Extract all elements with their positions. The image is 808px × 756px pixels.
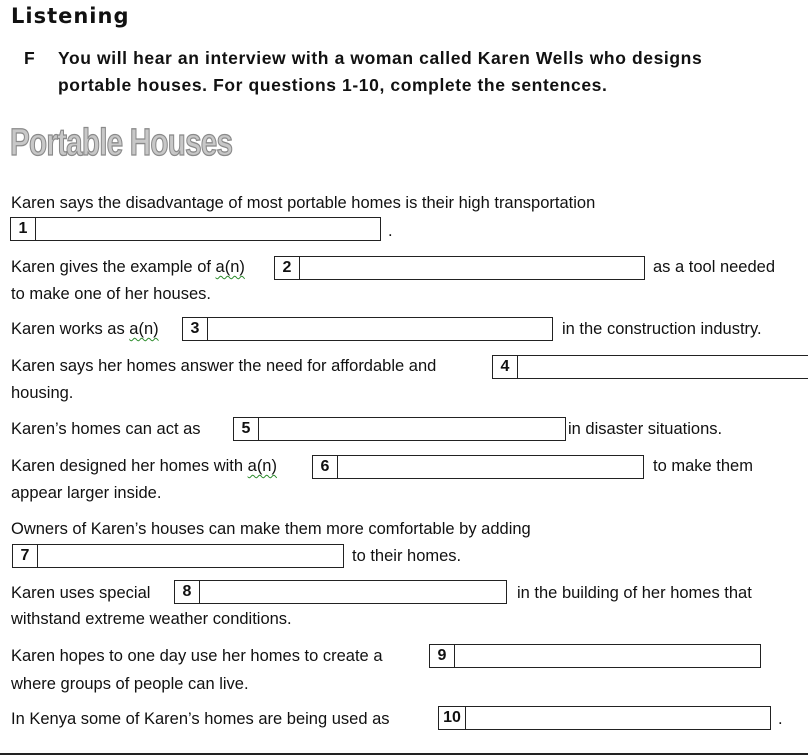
article: a(n): [215, 258, 245, 276]
question-number: 2: [275, 257, 300, 279]
question-number: 8: [175, 581, 200, 603]
section-title: Listening: [11, 4, 130, 28]
worksheet-title: Portable Houses: [10, 122, 233, 164]
question-1-after: .: [388, 222, 393, 240]
question-5-after: in disaster situations.: [568, 420, 723, 438]
answer-box-2[interactable]: [274, 256, 645, 280]
question-6-after: to make them: [653, 457, 753, 475]
question-number: 4: [493, 356, 518, 378]
task-instruction-line1: You will hear an interview with a woman called Karen Wells who designs: [58, 48, 703, 68]
article: a(n): [247, 457, 277, 475]
task-instruction-line2: portable houses. For questions 1-10, complete the sentences.: [58, 75, 608, 95]
question-10-after: .: [778, 710, 783, 728]
question-10-text: In Kenya some of Karen’s homes are being used as: [11, 710, 390, 728]
answer-box-6[interactable]: [312, 455, 644, 479]
text-before: Karen designed her homes with: [11, 457, 248, 475]
question-1-text: Karen says the disadvantage of most portable homes is their high transportation: [11, 194, 596, 212]
question-5-text: Karen’s homes can act as: [11, 420, 201, 438]
article: a(n): [129, 320, 159, 338]
question-4-line2: housing.: [11, 384, 74, 402]
answer-input-7[interactable]: [38, 545, 343, 567]
answer-input-6[interactable]: [338, 456, 643, 478]
answer-input-1[interactable]: [36, 218, 380, 240]
answer-box-7[interactable]: [12, 544, 344, 568]
question-3-after: in the construction industry.: [562, 320, 762, 338]
question-2-after: as a tool needed: [653, 258, 776, 276]
answer-input-9[interactable]: [455, 645, 760, 667]
question-6-text: [11, 456, 277, 476]
answer-box-4[interactable]: [492, 355, 808, 379]
answer-input-5[interactable]: [259, 418, 565, 440]
page-bottom-rule: [0, 753, 808, 755]
question-7-text: Owners of Karen’s houses can make them more comfortable by adding: [11, 520, 531, 538]
text-before: Karen works as: [11, 320, 130, 338]
question-2-text: [11, 257, 245, 277]
question-9-line2: where groups of people can live.: [11, 675, 249, 693]
question-number: 3: [183, 318, 208, 340]
question-8-line2: withstand extreme weather conditions.: [11, 610, 292, 628]
question-2-line2: to make one of her houses.: [11, 285, 211, 303]
question-number: 5: [234, 418, 259, 440]
answer-input-10[interactable]: [466, 707, 770, 729]
question-7-after: to their homes.: [352, 547, 462, 565]
answer-box-5[interactable]: [233, 417, 566, 441]
answer-box-8[interactable]: [174, 580, 507, 604]
question-4-text: Karen says her homes answer the need for affordable and: [11, 357, 437, 375]
answer-input-4[interactable]: [518, 356, 808, 378]
answer-box-1[interactable]: [10, 217, 381, 241]
answer-input-8[interactable]: [200, 581, 506, 603]
question-8-text: Karen uses special: [11, 584, 151, 602]
question-6-line2: appear larger inside.: [11, 484, 162, 502]
question-number: 6: [313, 456, 338, 478]
question-number: 10: [439, 707, 466, 729]
answer-input-3[interactable]: [208, 318, 552, 340]
text-before: Karen gives the example of: [11, 258, 216, 276]
answer-input-2[interactable]: [300, 257, 644, 279]
question-number: 1: [11, 218, 36, 240]
task-letter: F: [24, 48, 36, 68]
answer-box-9[interactable]: [429, 644, 761, 668]
question-number: 9: [430, 645, 455, 667]
question-8-after: in the building of her homes that: [517, 584, 752, 602]
answer-box-10[interactable]: [438, 706, 771, 730]
answer-box-3[interactable]: [182, 317, 553, 341]
question-3-text: [11, 319, 159, 339]
question-number: 7: [13, 545, 38, 567]
question-9-text: Karen hopes to one day use her homes to create a: [11, 647, 383, 665]
